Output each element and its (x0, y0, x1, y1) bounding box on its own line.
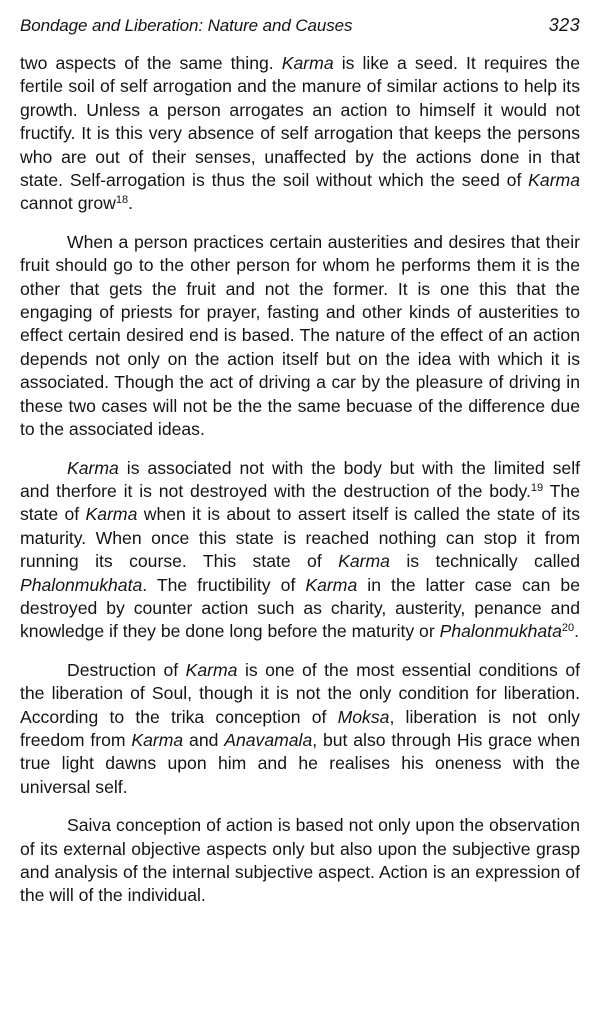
text-run: is one of the most essential conditions of the liberation of Soul, though it is not the only condition for liberation. According to the trika conception of (20, 659, 580, 727)
running-header (20, 14, 580, 37)
paragraph-4 (20, 659, 580, 799)
text-run: When a person practices certain austerities and desires that their fruit should go to the other person for whom he performs them it is the other that gets the fruit and not the former. It is one this that the engaging of priests for prayer, fasting and other kinds of austerities to effect certain desired end is based. The nature of the effect of an action depends not only on the action itself but on the idea with which it is associated. Though the act of driving a car by the pleasure of driving in these two cases will not be the the same becuase of the difference due to the associated ideas. (20, 231, 580, 440)
paragraph-1 (20, 52, 580, 216)
footnote-ref: 18 (115, 194, 129, 207)
paragraph-5 (20, 814, 580, 908)
paragraph-3 (20, 457, 580, 644)
text-run: is associated not with the body but with the limited self and therfore it is not destroyed with the destruction of the body. (20, 457, 580, 501)
text-run: . (574, 621, 579, 642)
italic-term: Karma (338, 551, 390, 572)
italic-term: Karma (528, 170, 580, 191)
text-run: two aspects of the same thing. (20, 53, 282, 73)
footnote-ref: 20 (561, 622, 575, 635)
text-run: . The fructibility of (142, 574, 306, 595)
footnote-ref: 19 (530, 481, 544, 494)
text-run: , but also through His grace when true light dawns upon him and he realises his oneness with the universal self. (20, 729, 580, 797)
text-run: and (183, 729, 225, 750)
text-run: . (128, 193, 133, 214)
body-text (20, 52, 580, 908)
italic-term: Karma (185, 659, 238, 680)
page-number: 323 (548, 15, 580, 35)
chapter-title: Bondage and Liberation: Nature and Causes (20, 16, 353, 35)
italic-term: Phalonmukhata (439, 621, 562, 642)
text-run: Destruction of (67, 659, 186, 680)
text-run: , liberation is not only freedom from (20, 706, 580, 750)
text-run: is like a seed. It requires the fertile soil of self arrogation and the manure of similar actions to help its growth. Unless a person arrogates an action to himself it would not fructify. It is this very absence of self arrogation that keeps the persons who are out of their senses, unaffected by the actions done in that state. Self-arrogation is thus the soil without which the seed of (20, 53, 580, 191)
italic-term: Karma (85, 504, 138, 525)
paragraph-2 (20, 231, 580, 442)
book-page (20, 14, 580, 908)
text-run: The state of (20, 480, 580, 525)
text-run: when it is about to assert itself is called the state of its maturity. When once this state is reached nothing can stop it from running its course. This state of (20, 504, 580, 572)
italic-term: Phalonmukhata (20, 574, 143, 595)
italic-term: Karma (131, 729, 184, 750)
italic-term: Karma (67, 457, 119, 478)
text-run: is technically called (389, 551, 580, 572)
italic-term: Moksa (337, 706, 390, 727)
italic-term: Anavamala (224, 729, 313, 750)
text-run: cannot grow (20, 193, 116, 214)
italic-term: Karma (281, 53, 334, 73)
text-run: in the latter case can be destroyed by counter action such as charity, austerity, penance and knowledge if they be done long before the maturity or (20, 574, 580, 642)
italic-term: Karma (305, 574, 358, 595)
text-run: Saiva conception of action is based not only upon the observation of its external objective aspects only but also upon the subjective grasp and analysis of the internal subjective aspect. Action is an expression of the will of the individual. (20, 815, 580, 906)
